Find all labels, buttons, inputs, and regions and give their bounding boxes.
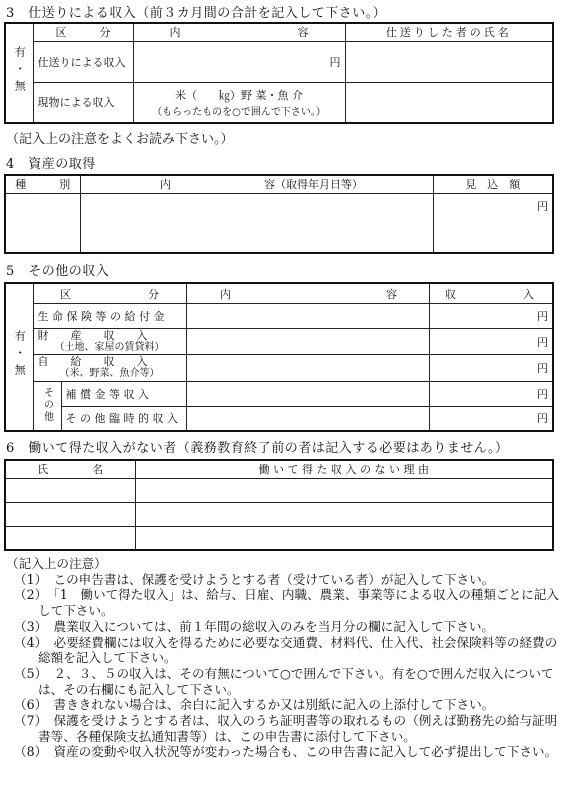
s5-row5-yen: 円 xyxy=(537,412,548,426)
s4-col-naiyou-1: 内 xyxy=(160,178,171,192)
s5-row1-amount[interactable] xyxy=(429,304,553,329)
s5-col-naiyou xyxy=(186,283,429,304)
s4-yen: 円 xyxy=(537,199,548,213)
s3-col-naiyou-2: 容 xyxy=(297,26,309,40)
s5-sonota-cell xyxy=(33,382,61,431)
s3-side-label: 有・無 xyxy=(13,46,27,97)
section-3-table xyxy=(4,22,554,124)
s5-row4-label: 補 償 金 等 収 入 xyxy=(61,382,186,407)
s3-row1-name[interactable] xyxy=(345,41,553,82)
s6-row-name[interactable] xyxy=(5,526,135,550)
s6-row-name[interactable] xyxy=(5,502,135,526)
s3-row1-amount[interactable] xyxy=(133,41,345,82)
s5-row2-yen: 円 xyxy=(537,335,548,349)
s5-col-kubun-2: 分 xyxy=(148,287,159,301)
s3-row2-line2: （もらったものを○で囲んで下さい。） xyxy=(152,106,326,118)
s3-col-name: 仕送りした者の氏名 xyxy=(345,23,553,41)
s5-col-naiyou-1: 内 xyxy=(220,287,231,301)
section-6-table xyxy=(4,459,554,551)
s4-col-amount: 見 込 額 xyxy=(433,175,553,193)
s5-row4-content[interactable] xyxy=(186,382,429,407)
s5-row5-amount[interactable] xyxy=(429,406,553,431)
s6-row-reason[interactable] xyxy=(135,478,553,502)
s5-row3-label-a: 自 給 収 入 xyxy=(37,355,148,369)
s5-row2-label-b: （土地、家屋の賃貸料） xyxy=(54,341,165,353)
s5-col-income xyxy=(429,283,553,304)
note-item: （8） 資産の変動や収入状況等が変わった場合も、この申告書に記入して必ず提出して下さい。 xyxy=(14,744,558,760)
s4-content-cell[interactable] xyxy=(80,193,433,253)
note-item: （2） 「1 働いて得た収入」は、給与、日雇、内職、農業、事業等による収入の種類ごとに記入して下さい。 xyxy=(14,587,559,619)
s3-row2-content[interactable] xyxy=(133,82,345,123)
s4-col-naiyou-2: 容（取得年月日等） xyxy=(264,178,363,192)
section-5-heading: 5 その他の収入 xyxy=(6,264,110,279)
s3-row2-line1: 米（ ㎏）野 菜・魚 介 xyxy=(175,88,303,102)
s5-row2-label-a: 財 産 収 入 xyxy=(37,328,148,342)
s5-row1-content[interactable] xyxy=(186,304,429,329)
s5-row3-yen: 円 xyxy=(537,362,548,376)
s5-side-cell xyxy=(5,283,33,431)
note-item: （3） 農業収入については、前１年間の総収入のみを当月分の欄に記入して下さい。 xyxy=(14,618,495,634)
note-item: （1） この申告書は、保護を受けようとする者（受けている者）が記入して下さい。 xyxy=(14,571,495,587)
s4-col-naiyou xyxy=(80,175,433,193)
s5-row5-label: そ の 他 臨 時 的 収 入 xyxy=(61,406,186,431)
notes-section xyxy=(6,556,562,760)
notice-text: （記入上の注意をよくお読み下さい。） xyxy=(6,132,234,147)
section-6-heading: 6 働いて得た収入がない者（義務教育終了前の者は記入する必要はありません。） xyxy=(6,441,509,456)
s5-row2-amount[interactable] xyxy=(429,328,553,355)
s4-type-cell[interactable] xyxy=(5,193,80,253)
s5-sonota-label: その他 xyxy=(41,386,53,423)
s5-side-label: 有・無 xyxy=(13,330,27,381)
s3-side-cell xyxy=(5,23,33,123)
note-item: （5） ２、３、５の収入は、その有無について○で囲んで下さい。有を○で囲んだ収入については、その右欄にも記入して下さい。 xyxy=(14,665,554,697)
s5-col-income-2: 入 xyxy=(523,287,534,301)
s3-col-naiyou xyxy=(133,23,345,41)
s5-row3-label xyxy=(33,355,186,382)
s5-col-kubun-1: 区 xyxy=(60,287,71,301)
s5-row5-content[interactable] xyxy=(186,406,429,431)
section-4-heading: 4 資産の取得 xyxy=(6,157,96,172)
s3-row2-label: 現物による収入 xyxy=(33,82,133,123)
notes-title: （記入上の注意） xyxy=(6,556,107,571)
s5-col-income-1: 収 xyxy=(445,287,456,301)
s6-col-name: 氏 名 xyxy=(5,460,135,478)
s5-col-naiyou-2: 容 xyxy=(386,287,397,301)
section-4-table xyxy=(4,174,554,254)
s3-col-naiyou-1: 内 xyxy=(169,26,181,40)
section-5-table xyxy=(4,282,554,432)
s5-row2-content[interactable] xyxy=(186,328,429,355)
s5-row4-yen: 円 xyxy=(537,387,548,401)
s5-row1-label: 生 命 保 険 等 の 給 付 金 xyxy=(33,304,186,329)
note-item: （7） 保護を受けようとする者は、収入のうち証明書等の取れるもの（例えば勤務先の給与証明書等、各種保険支払通知書等）は、この申告書に添付して下さい。 xyxy=(14,713,558,744)
s6-col-reason: 働 い て 得 た 収 入 の な い 理 由 xyxy=(135,460,553,478)
s5-row2-label xyxy=(33,328,186,355)
s3-row2-name[interactable] xyxy=(345,82,553,123)
s5-row1-yen: 円 xyxy=(537,309,548,323)
note-item: （4） 必要経費欄には収入を得るために必要な交通費、材料代、仕入代、社会保険料等の経費の総額を記入して下さい。 xyxy=(14,634,558,666)
s4-col-type: 種 別 xyxy=(5,175,80,193)
note-item: （6） 書ききれない場合は、余白に記入するか又は別紙に記入の上添付して下さい。 xyxy=(14,697,495,713)
s6-row-reason[interactable] xyxy=(135,526,553,550)
s5-row3-label-b: （米、野菜、魚介等） xyxy=(59,368,160,380)
s6-row-name[interactable] xyxy=(5,478,135,502)
s3-row1-yen: 円 xyxy=(329,55,341,69)
s5-row3-content[interactable] xyxy=(186,355,429,382)
s5-row4-amount[interactable] xyxy=(429,382,553,407)
s3-col-kubun: 区 分 xyxy=(33,23,133,41)
section-3-heading: 3 仕送りによる収入（前３カ月間の合計を記入して下さい。） xyxy=(6,6,387,21)
s5-col-kubun xyxy=(33,283,186,304)
s6-row-reason[interactable] xyxy=(135,502,553,526)
s5-row3-amount[interactable] xyxy=(429,355,553,382)
s3-row1-label: 仕送りによる収入 xyxy=(33,41,133,82)
s4-amount-cell[interactable] xyxy=(433,193,553,253)
